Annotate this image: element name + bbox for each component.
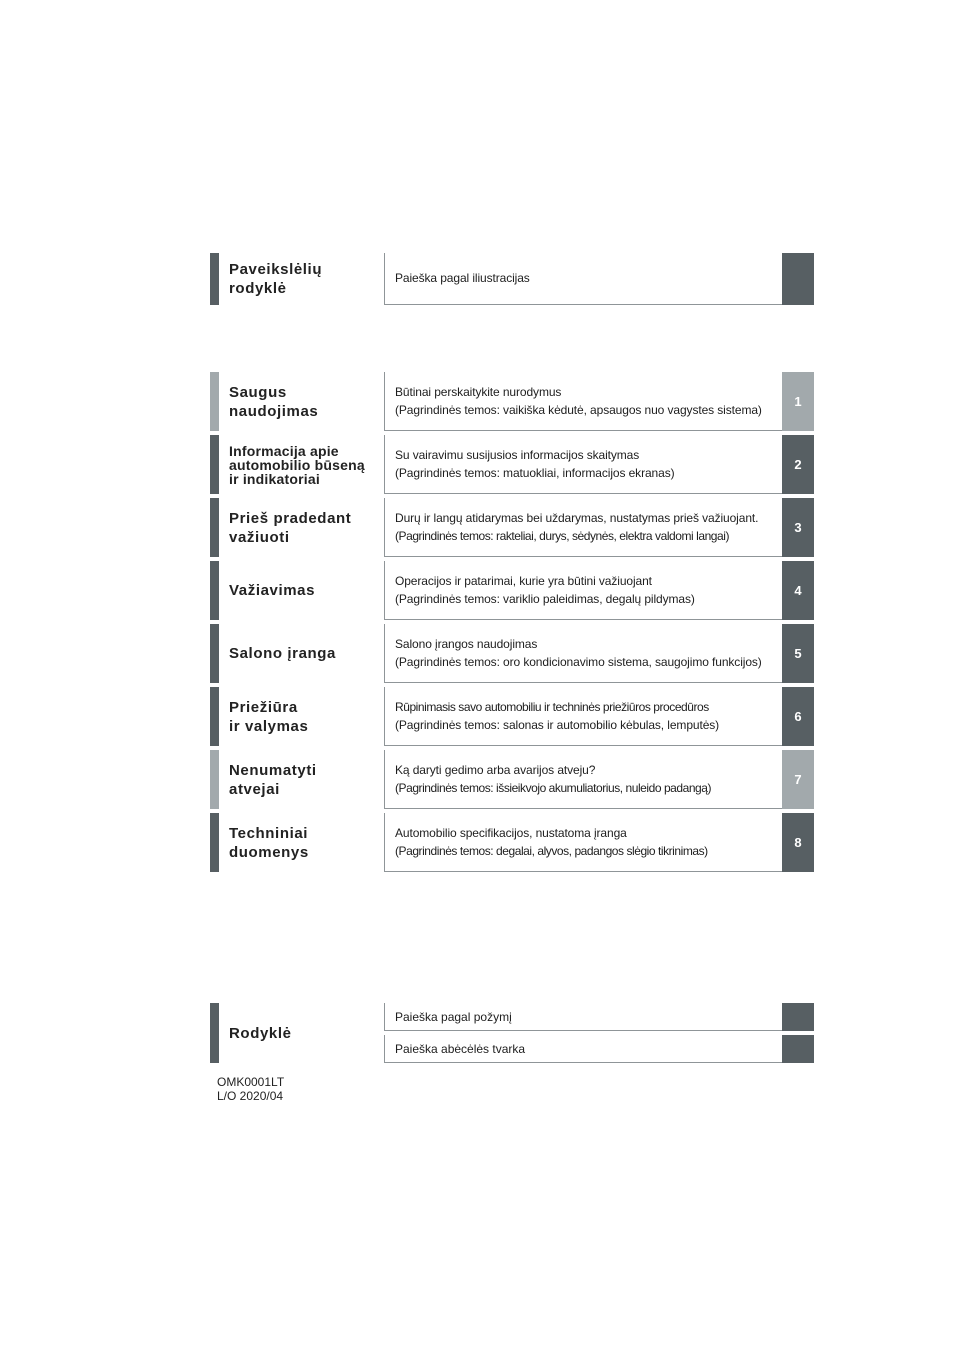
section-tab[interactable] xyxy=(782,253,814,305)
section-tab-number[interactable]: 5 xyxy=(782,624,814,683)
picture-index-row[interactable] xyxy=(210,253,814,305)
section-title: Priežiūra ir valymas xyxy=(229,698,309,735)
index-subitem-label: Paieška abėcėlės tvarka xyxy=(384,1035,782,1063)
section-desc-line2: (Pagrindinės temos: rakteliai, durys, sėdynės, elektra valdomi langai) xyxy=(395,528,730,543)
section-tab-number[interactable]: 4 xyxy=(782,561,814,620)
index-subitem-label: Paieška pagal požymį xyxy=(384,1003,782,1031)
section-desc-line2: (Pagrindinės temos: vaikiška kėdutė, apsaugos nuo vagystes sistema) xyxy=(395,402,762,417)
section-description xyxy=(384,498,782,557)
section-desc-line2: (Pagrindinės temos: matuokliai, informacijos ekranas) xyxy=(395,465,675,480)
section-row-1[interactable] xyxy=(210,372,814,431)
section-row-7[interactable] xyxy=(210,750,814,809)
section-desc-line1: Automobilio specifikacijos, nustatoma įranga xyxy=(395,825,627,840)
section-row-5[interactable] xyxy=(210,624,814,683)
section-tab-number[interactable]: 7 xyxy=(782,750,814,809)
section-tab-number[interactable]: 1 xyxy=(782,372,814,431)
section-tab-number[interactable]: 2 xyxy=(782,435,814,494)
section-bar xyxy=(210,624,219,683)
section-description xyxy=(384,435,782,494)
section-bar xyxy=(210,253,219,305)
section-desc-line2: (Pagrindinės temos: variklio paleidimas, degalų pildymas) xyxy=(395,591,695,606)
section-bar xyxy=(210,1003,219,1063)
section-description xyxy=(384,561,782,620)
section-tab-number[interactable]: 3 xyxy=(782,498,814,557)
section-row-4[interactable] xyxy=(210,561,814,620)
section-title: Prieš pradedant važiuoti xyxy=(229,509,352,546)
section-row-2[interactable] xyxy=(210,435,814,494)
section-tab[interactable] xyxy=(782,1003,814,1031)
section-description xyxy=(384,813,782,872)
section-title: Rodyklė xyxy=(229,1024,292,1042)
section-tab[interactable] xyxy=(782,1035,814,1063)
section-title: Saugus naudojimas xyxy=(229,383,319,420)
document-code: OMK0001LT xyxy=(217,1075,285,1089)
section-desc-line2: (Pagrindinės temos: išsieikvojo akumuliatorius, nuleido padangą) xyxy=(395,780,712,795)
section-desc-line1: Ką daryti gedimo arba avarijos atveju? xyxy=(395,762,596,777)
section-bar xyxy=(210,687,219,746)
section-title: Techniniai duomenys xyxy=(229,824,309,861)
section-description xyxy=(384,372,782,431)
document-date: L/O 2020/04 xyxy=(217,1089,284,1103)
section-desc-line2: (Pagrindinės temos: salonas ir automobilio kėbulas, lemputės) xyxy=(395,717,720,732)
section-title: Važiavimas xyxy=(229,582,316,599)
section-desc-line2: (Pagrindinės temos: degalai, alyvos, padangos slėgio tikrinimas) xyxy=(395,843,708,858)
section-bar xyxy=(210,813,219,872)
section-desc-line1: Salono įrangos naudojimas xyxy=(395,636,538,651)
section-desc-line1: Su vairavimu susijusios informacijos skaitymas xyxy=(395,447,640,462)
section-bar xyxy=(210,435,219,494)
section-title: Salono įranga xyxy=(229,645,336,662)
section-row-6[interactable] xyxy=(210,687,814,746)
section-tab-number[interactable]: 8 xyxy=(782,813,814,872)
section-row-8[interactable] xyxy=(210,813,814,872)
index-subitem-alphabetical[interactable] xyxy=(384,1035,814,1063)
document-footer xyxy=(217,1075,284,1103)
section-desc-line1: Durų ir langų atidarymas bei uždarymas, nustatymas prieš važiuojant. xyxy=(395,510,759,525)
section-desc-line2: (Pagrindinės temos: oro kondicionavimo sistema, saugojimo funkcijos) xyxy=(395,654,762,669)
section-desc-line1: Operacijos ir patarimai, kurie yra būtini važiuojant xyxy=(395,573,652,588)
section-description xyxy=(384,750,782,809)
section-description xyxy=(384,687,782,746)
section-desc-line1: Rūpinimasis savo automobiliu ir techninės priežiūros procedūros xyxy=(395,699,709,714)
section-description xyxy=(384,253,782,305)
index-subitem-feature[interactable] xyxy=(384,1003,814,1031)
section-title: Nenumatyti atvejai xyxy=(229,761,317,798)
section-desc-line: Paieška pagal iliustracijas xyxy=(395,271,530,285)
section-title: Paveikslėlių rodyklė xyxy=(229,261,323,297)
section-bar xyxy=(210,498,219,557)
section-desc-line1: Būtinai perskaitykite nurodymus xyxy=(395,384,562,399)
section-title: Informacija apie automobilio būseną ir indikatoriai xyxy=(229,442,365,487)
section-bar xyxy=(210,750,219,809)
section-bar xyxy=(210,372,219,431)
section-tab-number[interactable]: 6 xyxy=(782,687,814,746)
section-row-3[interactable] xyxy=(210,498,814,557)
section-description xyxy=(384,624,782,683)
section-bar xyxy=(210,561,219,620)
index-row xyxy=(210,1003,814,1063)
